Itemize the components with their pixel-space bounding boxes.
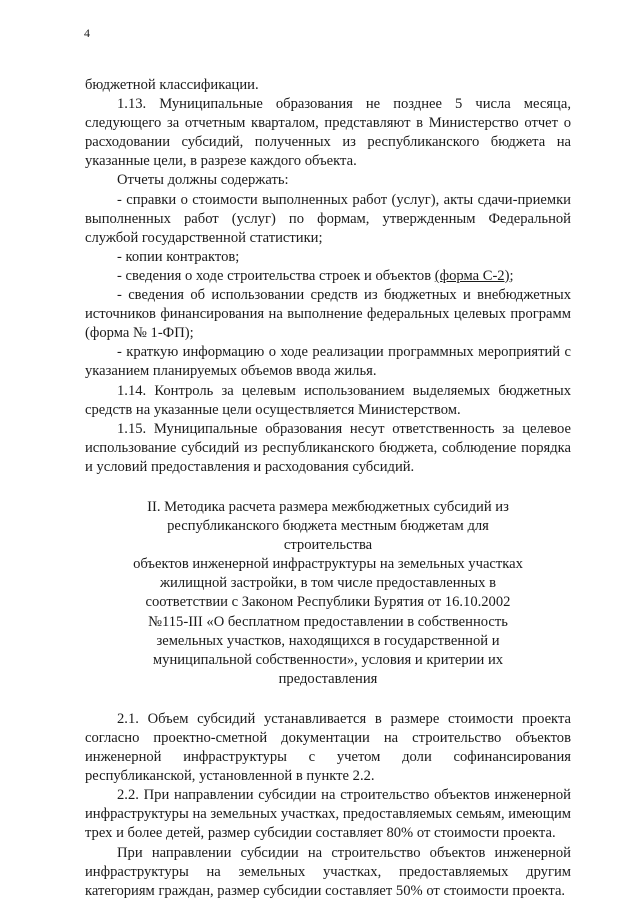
heading-line: муниципальной собственности», условия и критерии их (152, 651, 504, 668)
list-item-construction-progress (85, 267, 571, 286)
paragraph-budget-classification: бюджетной классификации. (85, 77, 259, 93)
heading-line: №115-III «О бесплатном предоставлении в собственность (148, 613, 508, 630)
list-item-brief-info: - краткую информацию о ходе реализации программных мероприятий с указанием планируемых объемов ввода жилья. (85, 344, 571, 380)
heading-line: земельных участков, находящихся в государственной и (156, 632, 500, 649)
heading-line: жилищной застройки, в том числе предоставленных в (159, 575, 497, 592)
list-item-construction-progress-end: ; (509, 267, 514, 284)
form-c2-link[interactable]: (форма С-2) (434, 267, 510, 284)
paragraph-1-13: 1.13. Муниципальные образования не позднее 5 числа месяца, следующего за отчетным кварталом, представляют в Министерство отчет о расходовании субсидий, полученных из республиканского бюджета на указанные цели, в разрезе каждого объекта. (85, 96, 571, 170)
heading-line: соответствии с Законом Республики Бурятия от 16.10.2002 (145, 594, 511, 611)
paragraph-other-categories: При направлении субсидии на строительство объектов инженерной инфраструктуры на земельных участках, предоставляемых другим категориям граждан, размер субсидии составляет 50% от стоимости проекта. (85, 844, 571, 899)
page-number: 4 (84, 26, 90, 40)
list-item-cost-certificates: - справки о стоимости выполненных работ (услуг), акты сдачи-приемки выполненных работ (услуг) по формам, утвержденным Федеральной службой государственной статистики; (85, 191, 571, 246)
paragraph-reports-intro: Отчеты должны содержать: (117, 172, 289, 189)
heading-line: предоставления (278, 670, 378, 687)
paragraph-1-14: 1.14. Контроль за целевым использованием выделяемых бюджетных средств на указанные цели осуществляется Министерством. (85, 382, 571, 418)
list-item-funds-usage: - сведения об использовании средств из бюджетных и внебюджетных источников финансирования на выполнение федеральных целевых программ (форма № 1-ФП); (85, 287, 571, 342)
heading-line: объектов инженерной инфраструктуры на земельных участках (133, 556, 523, 573)
list-item-contract-copies: - копии контрактов; (117, 248, 240, 265)
paragraph-2-1: 2.1. Объем субсидий устанавливается в размере стоимости проекта согласно проектно-сметной документации на строительство объектов инженерной инфраструктуры с учетом доли софинансирования республиканской, установленной в пункте 2.2. (85, 710, 571, 785)
paragraph-1-15: 1.15. Муниципальные образования несут ответственность за целевое использование субсидий из республиканского бюджета, соблюдение порядка и условий предоставления и расходования субсидий. (85, 420, 571, 475)
document-body (85, 76, 571, 901)
section-heading (129, 498, 527, 689)
heading-line: республиканского бюджета местным бюджетам для строительства (167, 518, 489, 554)
list-item-construction-progress-text: - сведения о ходе строительства строек и объектов (117, 267, 435, 284)
heading-line: II. Методика расчета размера межбюджетных субсидий из (147, 498, 509, 515)
section-spacer (85, 689, 571, 710)
paragraph-2-2: 2.2. При направлении субсидии на строительство объектов инженерной инфраструктуры на земельных участках, предоставляемых семьям, имеющим трех и более детей, размер субсидии составляет 80% от стоимости проекта. (85, 787, 571, 842)
